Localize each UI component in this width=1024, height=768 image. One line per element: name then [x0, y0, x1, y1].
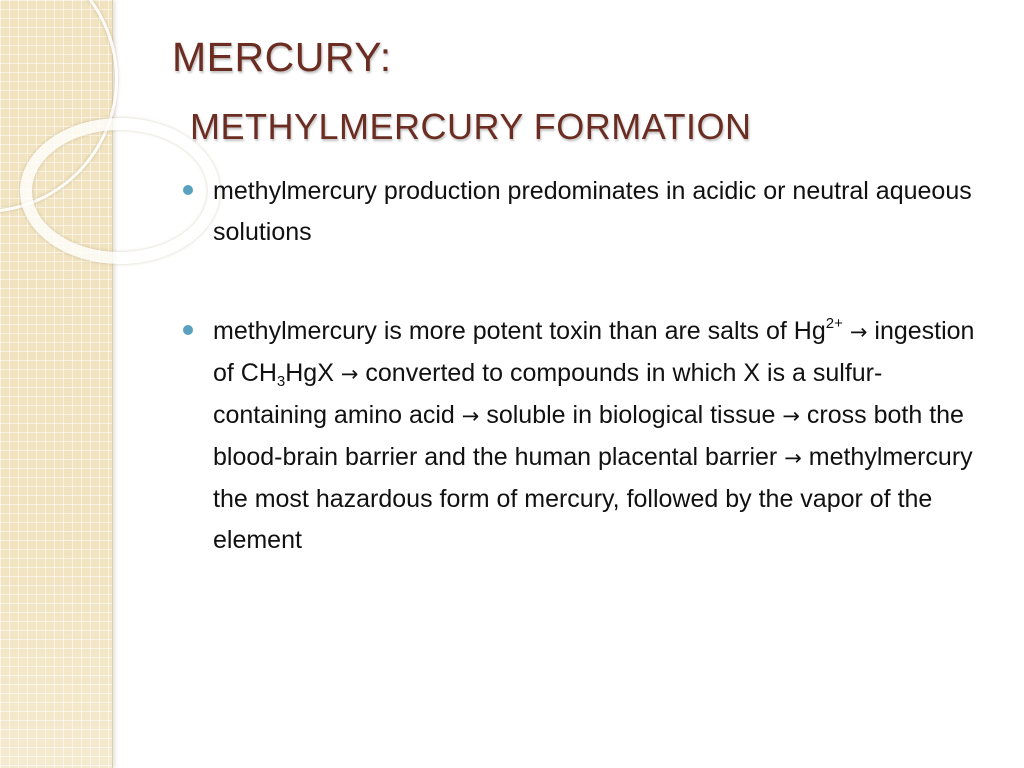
bullet-item	[183, 311, 983, 561]
bullet-text: methylmercury production predominates in acidic or neutral aqueous solutions	[213, 177, 972, 246]
text-run: HgX	[285, 359, 334, 387]
slide-subtitle: METHYLMERCURY FORMATION	[190, 106, 752, 147]
decorative-side-band	[0, 0, 113, 768]
text-run: ingestion of CH	[213, 317, 975, 387]
subscript: 3	[276, 373, 286, 390]
text-run: soluble in biological tissue	[486, 401, 776, 429]
band-shading	[0, 0, 112, 768]
arrow-right-icon: →	[782, 404, 800, 428]
bullet-item	[183, 171, 983, 253]
arrow-right-icon: →	[340, 362, 359, 386]
text-run: cross both the blood-brain barrier and the human placental barrier	[213, 401, 964, 471]
text-run: methylmercury the most hazardous form of mercury, followed by the vapor of the element	[213, 443, 973, 554]
slide-title: MERCURY:	[172, 34, 392, 80]
arrow-right-icon: →	[784, 446, 802, 470]
arrow-right-icon: →	[849, 320, 868, 344]
dot-bullet-icon	[183, 325, 193, 335]
superscript: 2+	[825, 315, 843, 332]
bullet-list	[183, 171, 983, 561]
bullet-text	[213, 317, 974, 554]
arrow-right-icon: →	[461, 404, 480, 428]
dot-bullet-icon	[183, 185, 193, 195]
text-run: converted to compounds in which X is a sulfur-containing amino acid	[213, 359, 883, 429]
text-run: methylmercury is more potent toxin than are salts of Hg	[213, 317, 826, 345]
